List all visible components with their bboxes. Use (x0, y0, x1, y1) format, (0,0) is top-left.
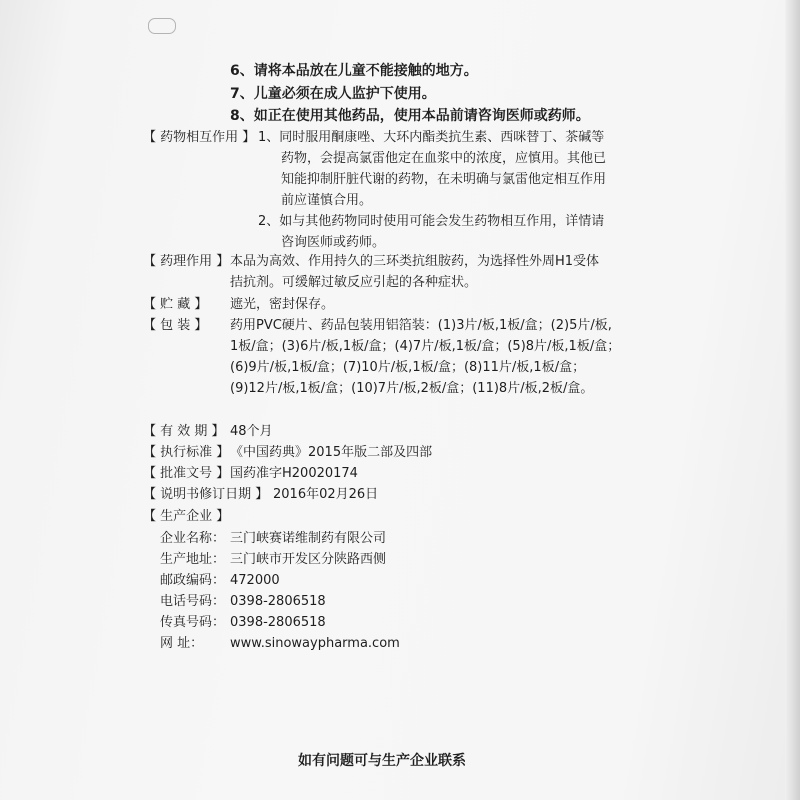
validity-value: 48个月 (230, 424, 273, 439)
postcode-key: 邮政编码： (160, 573, 226, 588)
pharmacology-label: 【 药理作用 】 (143, 254, 230, 269)
packaging-line2: 1板/盒；(3)6片/板,1板/盒；(4)7片/板,1板/盒；(5)8片/板,1板/盒； (230, 339, 621, 354)
address-key: 生产地址： (160, 552, 226, 567)
revision-label: 【 说明书修订日期 】 (143, 487, 269, 502)
approval-value: 国药准字H20020174 (230, 466, 358, 481)
interaction-item1-line2: 药物，会提高氯雷他定在血浆中的浓度，应慎用。其他已 (281, 151, 607, 166)
interaction-item1-line4: 前应谨慎合用。 (281, 193, 373, 208)
website-value: www.sinowaypharma.com (230, 636, 400, 651)
approval-label: 【 批准文号 】 (143, 466, 230, 481)
pharmacology-line2: 拮抗剂。可缓解过敏反应引起的各种症状。 (230, 275, 478, 290)
interaction-item2-line1: 2、如与其他药物同时使用可能会发生药物相互作用，详情请 (258, 214, 605, 229)
interaction-item1-line1: 1、同时服用酮康唑、大环内酯类抗生素、西咪替丁、茶碱等 (258, 130, 605, 145)
postcode-value: 472000 (230, 573, 280, 588)
footer-contact-note: 如有问题可与生产企业联系 (298, 753, 466, 769)
packaging-label: 【 包 装 】 (143, 318, 208, 333)
revision-value: 2016年02月26日 (273, 487, 379, 502)
address-value: 三门峡市开发区分陕路西侧 (230, 552, 387, 567)
storage-value: 遮光，密封保存。 (230, 297, 335, 312)
fax-value: 0398-2806518 (230, 615, 326, 630)
interaction-label: 【 药物相互作用 】 (143, 130, 256, 145)
storage-label: 【 贮 藏 】 (143, 297, 208, 312)
validity-label: 【 有 效 期 】 (143, 424, 225, 439)
phone-key: 电话号码： (160, 594, 226, 609)
interaction-item1-line3: 知能抑制肝脏代谢的药物，在未明确与氯雷他定相互作用 (281, 172, 607, 187)
bleed-through-stamp (148, 18, 176, 34)
page-edge-shadow (785, 0, 800, 800)
manufacturer-name-value: 三门峡赛诺维制药有限公司 (230, 531, 387, 546)
warning-7: 7、儿童必须在成人监护下使用。 (230, 86, 436, 102)
interaction-item2-line2: 咨询医师或药师。 (281, 235, 386, 250)
warning-6: 6、请将本品放在儿童不能接触的地方。 (230, 63, 478, 79)
website-key: 网 址： (160, 636, 204, 651)
standard-value: 《中国药典》2015年版二部及四部 (230, 445, 433, 460)
fax-key: 传真号码： (160, 615, 226, 630)
packaging-line3: (6)9片/板,1板/盒；(7)10片/板,1板/盒；(8)11片/板,1板/盒； (230, 360, 586, 375)
packaging-line1: 药用PVC硬片、药品包装用铝箔装：(1)3片/板,1板/盒；(2)5片/板, (230, 318, 612, 333)
packaging-line4: (9)12片/板,1板/盒；(10)7片/板,2板/盒；(11)8片/板,2板/盒。 (230, 381, 594, 396)
warning-8: 8、如正在使用其他药品，使用本品前请咨询医师或药师。 (230, 108, 590, 124)
manufacturer-label: 【 生产企业 】 (143, 509, 230, 524)
pharmacology-line1: 本品为高效、作用持久的三环类抗组胺药，为选择性外周H1受体 (230, 254, 600, 269)
phone-value: 0398-2806518 (230, 594, 326, 609)
standard-label: 【 执行标准 】 (143, 445, 230, 460)
manufacturer-name-key: 企业名称： (160, 531, 226, 546)
